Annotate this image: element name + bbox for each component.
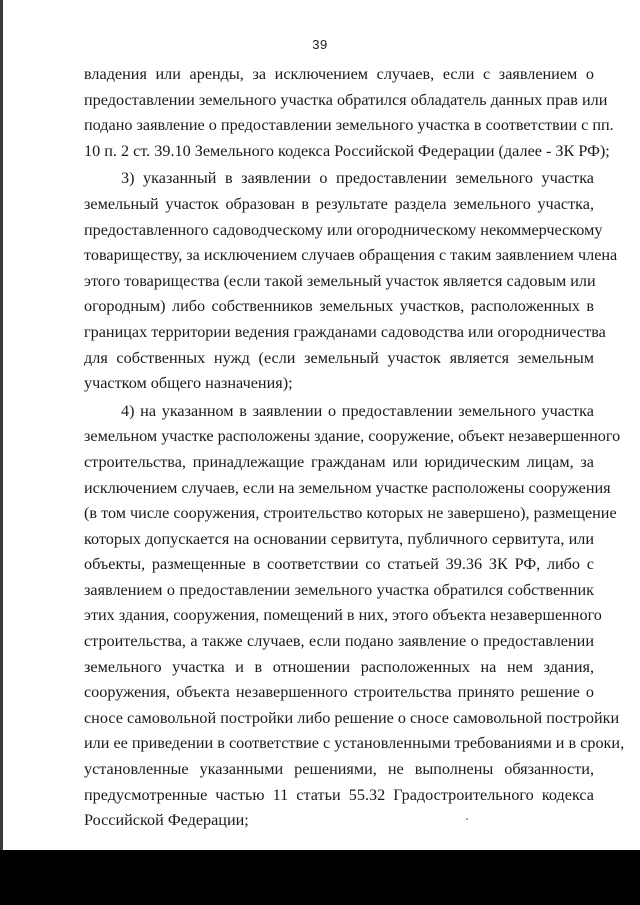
text-line: этих здания, сооружения, помещений в них, этого объекта незавершенного — [84, 606, 602, 625]
text-line: огородным) либо собственников земельных участков, расположенных в — [84, 297, 594, 316]
text-line: предоставленного садоводческому или огородническому некоммерческому — [84, 220, 603, 239]
paragraph-continuation — [84, 62, 614, 164]
scan-bottom-band — [0, 850, 640, 905]
page-number: 39 — [312, 37, 328, 52]
text-line: Российской Федерации; — [84, 811, 249, 830]
text-line: подано заявление о предоставлении земельного участка в соответствии с пп. — [84, 116, 614, 135]
text-line: предусмотренные частью 11 статьи 55.32 Градостроительного кодекса — [84, 785, 594, 804]
text-line: которых допускается на основании сервитута, публичного сервитута, или — [84, 529, 594, 548]
document-body — [84, 62, 625, 834]
text-line: земельный участок образован в результате раздела земельного участка, — [84, 194, 594, 213]
text-line: или ее приведении в соответствие с установленными требованиями и в сроки, — [84, 734, 625, 753]
text-line: предоставлении земельного участка обратился обладатель данных прав или — [84, 90, 608, 109]
text-line: товариществу, за исключением случаев обращения с таким заявлением члена — [84, 246, 618, 265]
text-line: строительства, а также случаев, если подано заявление о предоставлении — [84, 632, 594, 651]
text-line: земельном участке расположены здание, сооружение, объект незавершенного — [84, 427, 621, 446]
scan-page-edge — [0, 0, 3, 850]
text-line: объекты, размещенные в соответствии со статьей 39.36 ЗК РФ, либо с — [84, 555, 594, 574]
text-line: (в том числе сооружения, строительство которых не завершено), размещение — [84, 504, 617, 523]
text-line: 4) на указанном в заявлении о предоставлении земельного участка — [121, 401, 594, 420]
text-line: сооружения, объекта незавершенного строительства принято решение о — [84, 683, 594, 702]
text-line: установленные указанными решениями, не выполнены обязанности, — [84, 760, 594, 779]
text-line: владения или аренды, за исключением случаев, если с заявлением о — [84, 65, 594, 83]
text-line: границах территории ведения гражданами садоводства или огородничества — [84, 322, 606, 341]
paragraph-item-4 — [84, 399, 625, 834]
scan-speck — [466, 818, 468, 820]
text-line: сносе самовольной постройки либо решение о сносе самовольной постройки — [84, 708, 620, 727]
text-line: участком общего назначения); — [84, 374, 293, 393]
text-line: этого товарищества (если такой земельный участок является садовым или — [84, 271, 596, 290]
text-line: заявлением о предоставлении земельного участка обратился собственник — [84, 580, 594, 599]
text-line: исключением случаев, если на земельном участке расположены сооружения — [84, 478, 611, 497]
text-line: для собственных нужд (если земельный участок является земельным — [84, 348, 594, 367]
text-line: 10 п. 2 ст. 39.10 Земельного кодекса Российской Федерации (далее - ЗК РФ); — [84, 141, 610, 160]
text-line: строительства, принадлежащие гражданам или юридическим лицам, за — [84, 452, 594, 471]
text-line: земельного участка и в отношении расположенных на нем здания, — [84, 657, 594, 676]
text-line: 3) указанный в заявлении о предоставлении земельного участка — [121, 169, 594, 188]
paragraph-item-3 — [84, 166, 618, 396]
